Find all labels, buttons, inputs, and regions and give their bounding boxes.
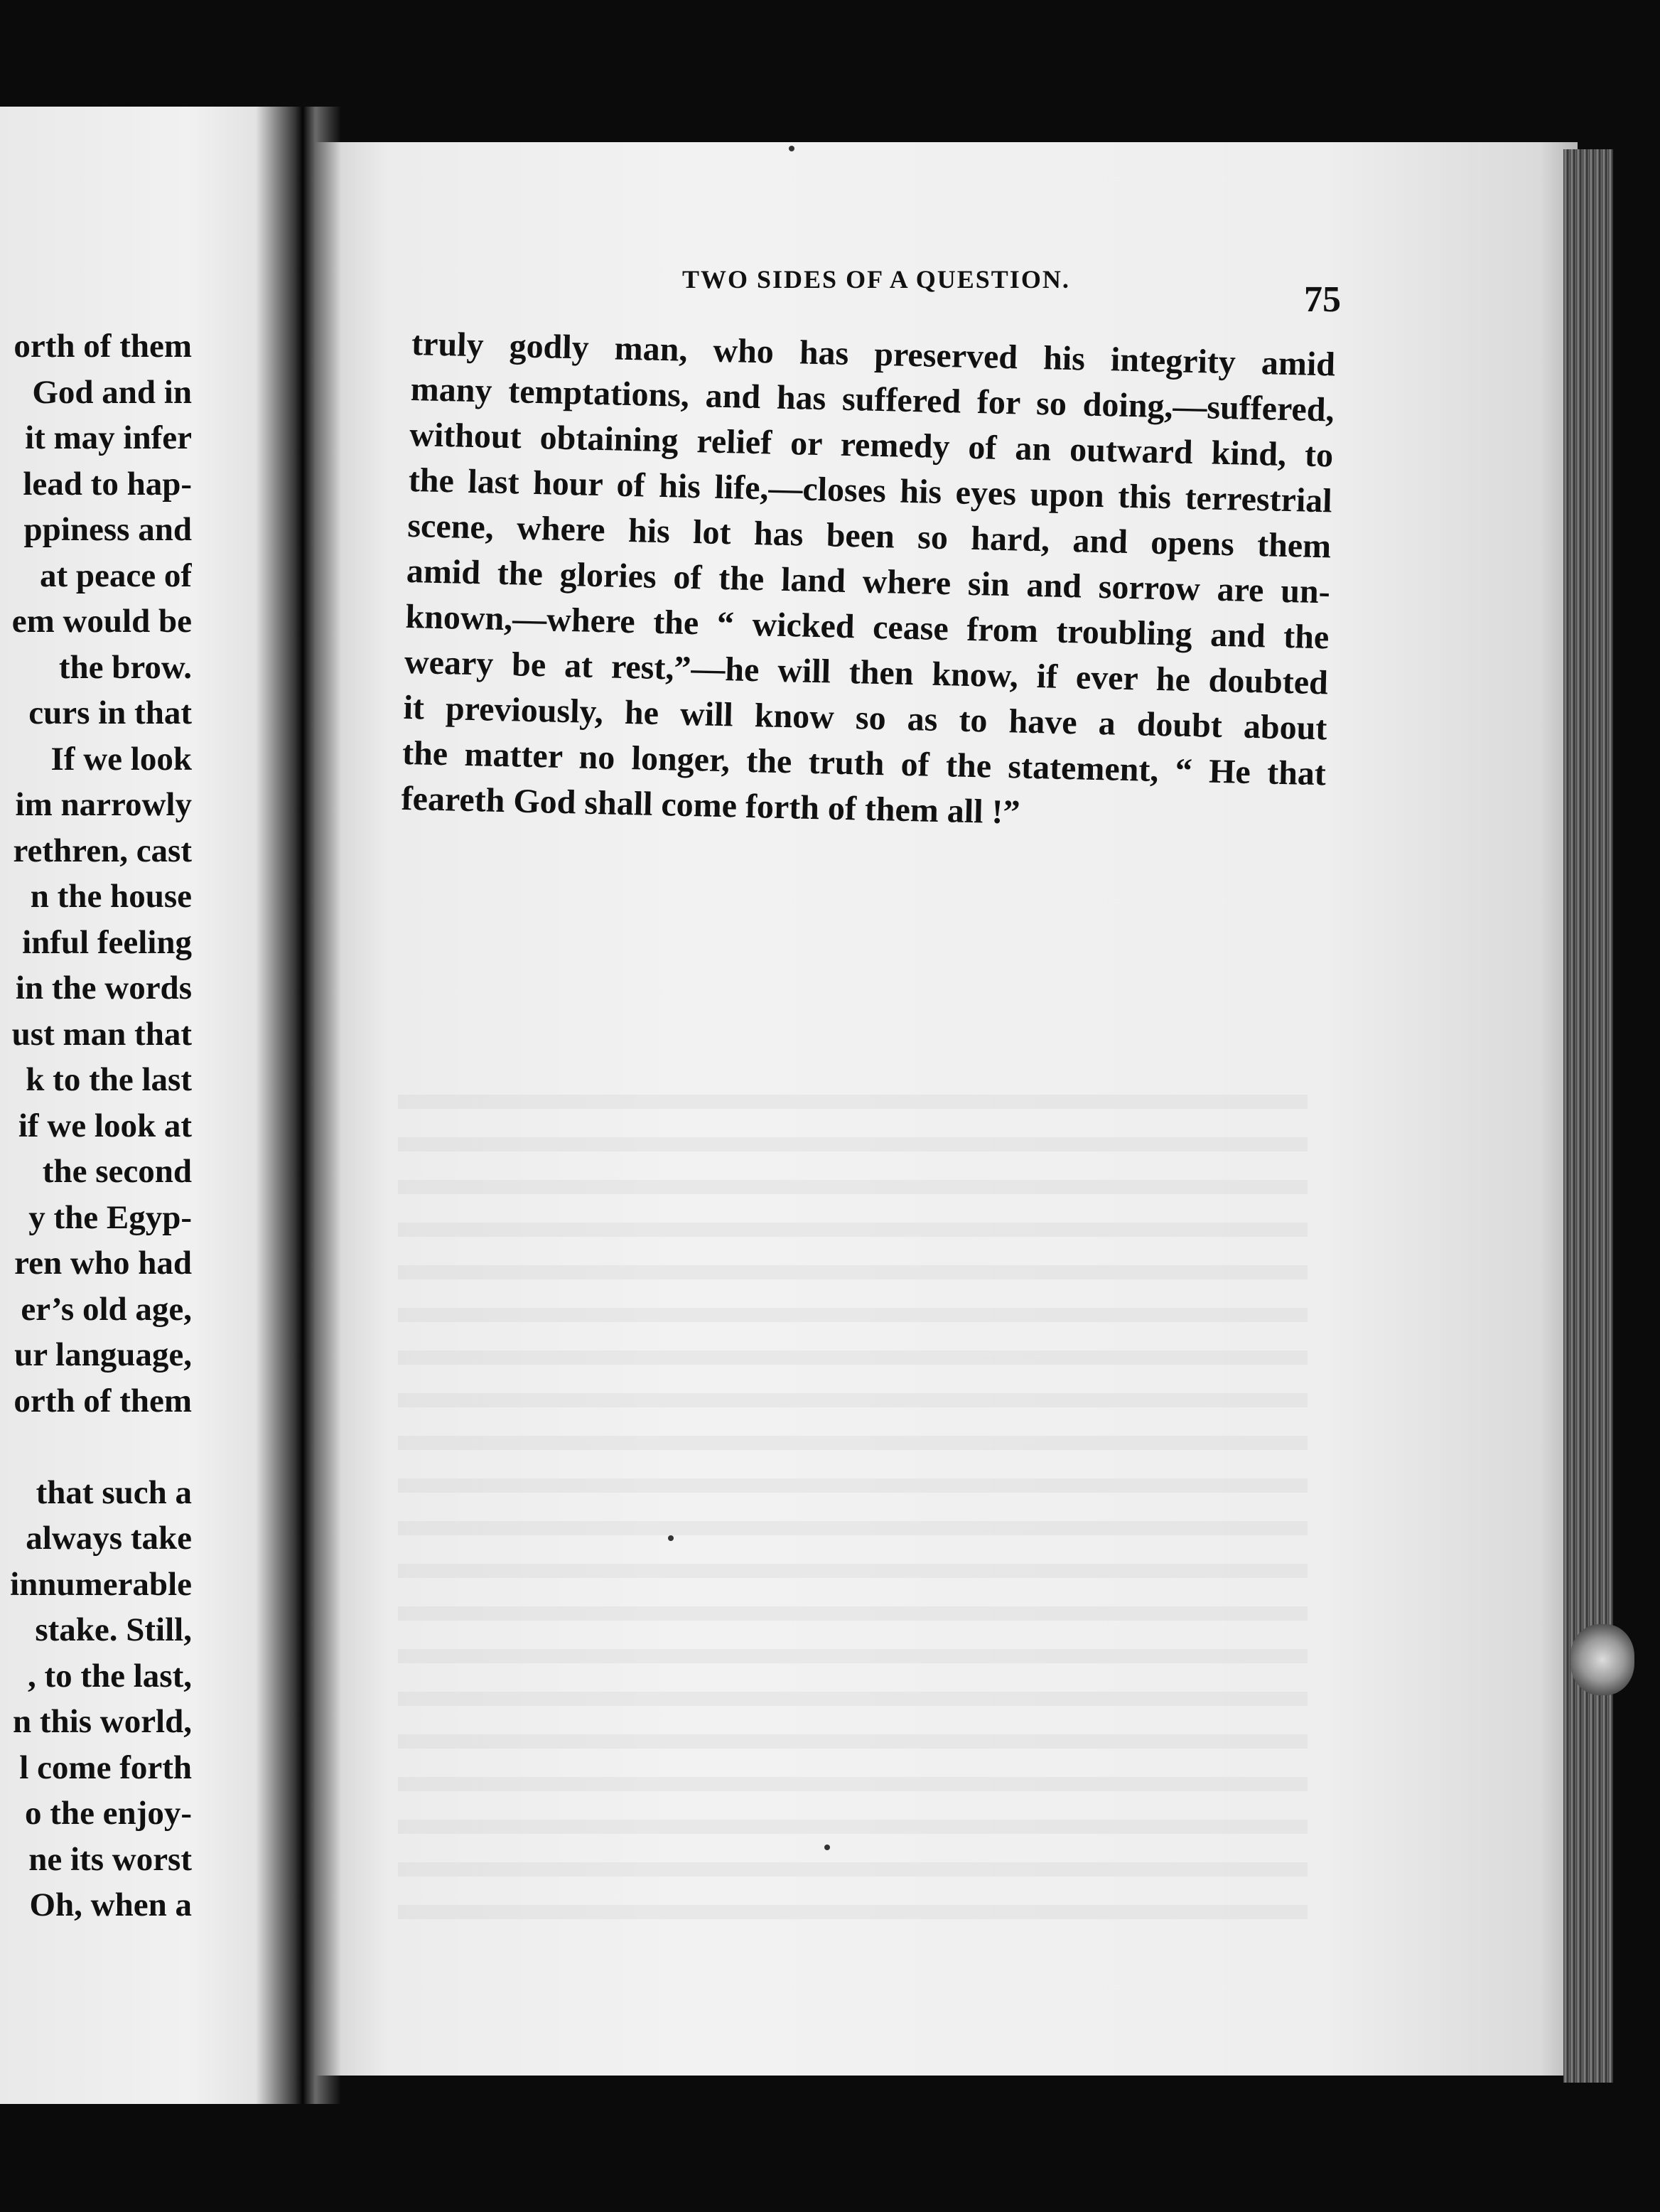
left-line: innumerable	[10, 1565, 192, 1603]
dust-speck	[789, 146, 794, 151]
text-line: the matter no longer, the truth of the statement, “ He that	[401, 734, 1327, 793]
page-damage-mark	[1570, 1624, 1634, 1695]
dust-speck	[824, 1845, 830, 1850]
left-line: k to the last	[26, 1061, 192, 1098]
left-line: ppiness and	[23, 511, 192, 548]
text-line: scene, where his lot has been so hard, and opens them	[406, 506, 1332, 566]
left-line: em would be	[11, 603, 192, 640]
left-line: ne its worst	[28, 1840, 192, 1878]
left-line: er’s old age,	[21, 1290, 192, 1328]
left-line: n the house	[30, 878, 192, 915]
right-page-text	[401, 321, 1336, 842]
left-line: lead to hap-	[23, 465, 192, 503]
text-line: many temptations, and has suffered for so doing,—suffered,	[410, 370, 1335, 429]
left-line: if we look at	[18, 1107, 192, 1144]
book-gutter	[256, 107, 341, 2104]
left-line: o the enjoy-	[25, 1795, 192, 1832]
left-line: orth of them	[14, 328, 192, 365]
left-line: y the Egyp-	[28, 1198, 192, 1236]
text-line: amid the glories of the land where sin and sorrow are un-	[406, 552, 1331, 611]
text-line: the last hour of his life,—closes his eyes upon this terrestrial	[408, 461, 1333, 520]
left-line-blank	[0, 1424, 192, 1470]
left-line: rethren, cast	[13, 832, 192, 869]
left-line: ur language,	[14, 1336, 192, 1373]
left-line: ust man that	[11, 1015, 192, 1053]
text-line: known,—where the “ wicked cease from troubling and the	[404, 597, 1330, 657]
left-line: it may infer	[25, 419, 192, 456]
left-page-text	[0, 323, 192, 1928]
text-line: truly godly man, who has preserved his integrity amid	[411, 324, 1336, 384]
bleed-through-shadow	[398, 1066, 1308, 1948]
left-line: inful feeling	[22, 923, 192, 961]
text-line: feareth God shall come forth of them all !”	[401, 779, 1021, 832]
left-line: Oh, when a	[29, 1886, 192, 1923]
left-line: l come forth	[19, 1749, 192, 1786]
left-line: that such a	[36, 1473, 192, 1511]
left-line: God and in	[32, 373, 192, 411]
left-line: n this world,	[12, 1703, 192, 1740]
left-line: , to the last,	[27, 1657, 192, 1695]
left-line: stake. Still,	[35, 1611, 192, 1648]
left-line: ren who had	[14, 1245, 192, 1282]
running-head: TWO SIDES OF A QUESTION.	[682, 265, 1070, 294]
text-line: without obtaining relief or remedy of an outward kind, to	[409, 415, 1334, 475]
left-line: in the words	[15, 970, 192, 1006]
left-line: im narrowly	[15, 786, 192, 823]
page-number: 75	[1304, 279, 1341, 320]
text-line: weary be at rest,”—he will then know, if ever he doubted	[404, 643, 1329, 702]
left-line: If we look	[50, 740, 192, 778]
left-line: orth of them	[14, 1382, 192, 1419]
left-line: the brow.	[58, 648, 192, 686]
left-line: always take	[26, 1520, 192, 1557]
text-line: it previously, he will know so as to have a doubt about	[403, 688, 1327, 748]
page-edges	[1563, 149, 1613, 2083]
left-line: curs in that	[28, 694, 192, 731]
left-line: at peace of	[39, 557, 192, 594]
dust-speck	[668, 1535, 674, 1541]
left-line: the second	[42, 1153, 192, 1190]
